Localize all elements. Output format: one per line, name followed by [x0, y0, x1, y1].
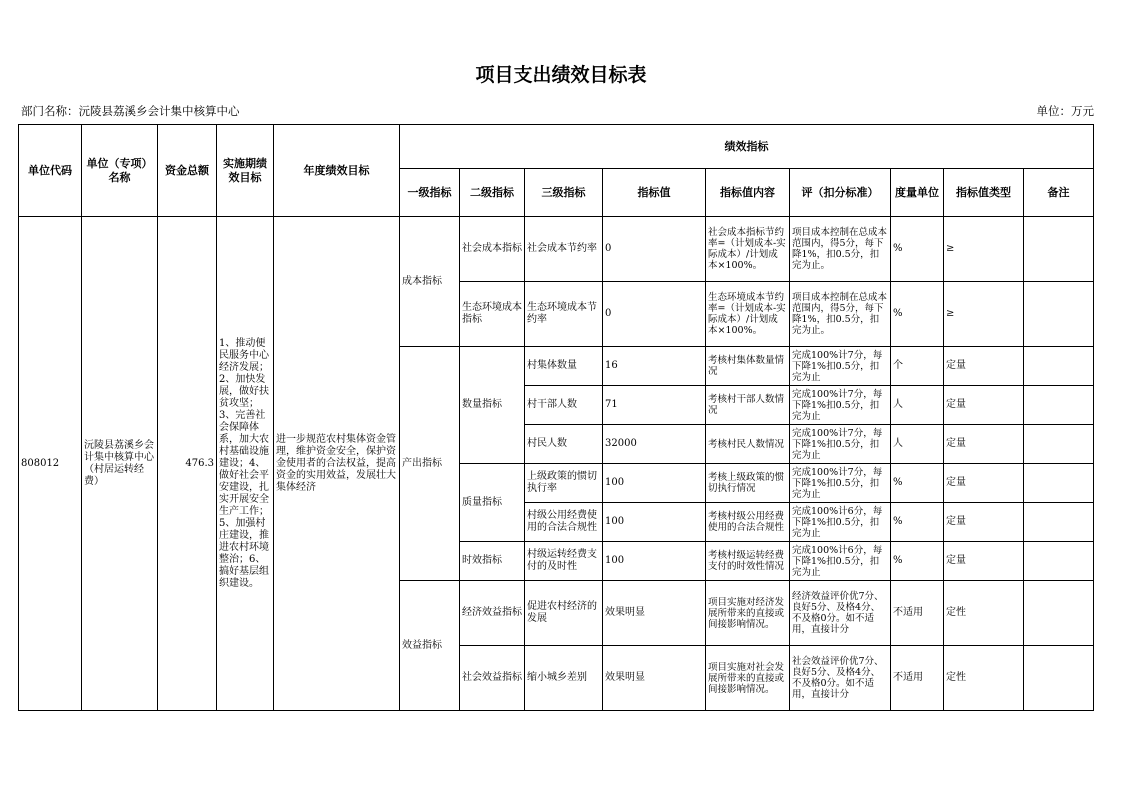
header-total-funds: 资金总额	[158, 125, 217, 217]
level3-cell: 村民人数	[525, 425, 603, 464]
scoring-cell: 完成100%计7分，每下降1%扣0.5分，扣完为止	[790, 425, 891, 464]
remark-cell	[1024, 347, 1094, 386]
value-cell: 71	[603, 386, 706, 425]
level1-cost: 成本指标	[400, 217, 460, 347]
remark-cell	[1024, 217, 1094, 282]
scoring-cell: 完成100%计6分，每下降1%扣0.5分，扣完为止	[790, 542, 891, 581]
scoring-cell: 完成100%计7分，每下降1%扣0.5分，扣完为止	[790, 386, 891, 425]
remark-cell	[1024, 282, 1094, 347]
level3-cell: 村干部人数	[525, 386, 603, 425]
header-unit-code: 单位代码	[19, 125, 82, 217]
annual-goal-cell: 进一步规范农村集体资金管理，维护资金安全，保护资金使用者的合法权益，提高资金的实用效益，发展壮大集体经济	[274, 217, 400, 711]
remark-cell	[1024, 386, 1094, 425]
header-remark: 备注	[1024, 169, 1094, 217]
performance-target-table	[18, 124, 1094, 711]
header-level1: 一级指标	[400, 169, 460, 217]
header-measure-unit: 度量单位	[891, 169, 944, 217]
department-label: 部门名称：沅陵县荔溪乡会计集中核算中心	[21, 104, 240, 118]
unit-code-cell: 808012	[19, 217, 82, 711]
unit-name-cell: 沅陵县荔溪乡会计集中核算中心（村居运转经费）	[82, 217, 158, 711]
remark-cell	[1024, 464, 1094, 503]
remark-cell	[1024, 581, 1094, 646]
value-cell: 0	[603, 217, 706, 282]
value-type-cell: 定量	[944, 386, 1024, 425]
measure-unit-cell: %	[891, 542, 944, 581]
header-annual-goal: 年度绩效目标	[274, 125, 400, 217]
value-cell: 效果明显	[603, 646, 706, 711]
level3-cell: 上级政策的惯切执行率	[525, 464, 603, 503]
value-cell: 0	[603, 282, 706, 347]
measure-unit-cell: %	[891, 464, 944, 503]
value-cell: 100	[603, 542, 706, 581]
measure-unit-cell: 个	[891, 347, 944, 386]
header-unit-name: 单位（专项）名称	[82, 125, 158, 217]
header-period-goal: 实施期绩效目标	[217, 125, 274, 217]
level1-output: 产出指标	[400, 347, 460, 581]
level3-cell: 缩小城乡差别	[525, 646, 603, 711]
value-type-cell: 定量	[944, 464, 1024, 503]
header-perf-indicators: 绩效指标	[400, 125, 1094, 169]
header-level3: 三级指标	[525, 169, 603, 217]
scoring-cell: 完成100%计6分，每下降1%扣0.5分，扣完为止	[790, 503, 891, 542]
measure-unit-cell: %	[891, 217, 944, 282]
period-goal-cell: 1、推动便民服务中心经济发展；2、加快发展，做好扶贫攻坚；3、完善社会保障体系，加大农村基础设施建设；4、做好社会平安建设，扎实开展安全生产工作；5、加强村庄建设，推进农村环境整治；6、搞好基层组织建设。	[217, 217, 274, 711]
measure-unit-cell: %	[891, 503, 944, 542]
level3-cell: 社会成本节约率	[525, 217, 603, 282]
header-value-content: 指标值内容	[706, 169, 790, 217]
level2-cell: 社会效益指标	[460, 646, 525, 711]
level2-cell: 时效指标	[460, 542, 525, 581]
value-content-cell: 项目实施对社会发展所带来的直接或间接影响情况。	[706, 646, 790, 711]
value-content-cell: 考核村级公用经费使用的合法合规性	[706, 503, 790, 542]
scoring-cell: 完成100%计7分，每下降1%扣0.5分，扣完为止	[790, 347, 891, 386]
level2-quantity: 数量指标	[460, 347, 525, 464]
value-content-cell: 考核村级运转经费支付的时效性情况	[706, 542, 790, 581]
value-type-cell: 定性	[944, 646, 1024, 711]
value-type-cell: 定量	[944, 347, 1024, 386]
level3-cell: 生态环境成本节约率	[525, 282, 603, 347]
level2-cell: 社会成本指标	[460, 217, 525, 282]
page-title: 项目支出绩效目标表	[475, 64, 647, 86]
value-content-cell: 考核村干部人数情况	[706, 386, 790, 425]
value-type-cell: ≥	[944, 217, 1024, 282]
header-level2: 二级指标	[460, 169, 525, 217]
measure-unit-cell: 人	[891, 386, 944, 425]
scoring-cell: 完成100%计7分，每下降1%扣0.5分，扣完为止	[790, 464, 891, 503]
value-cell: 100	[603, 503, 706, 542]
measure-unit-cell: %	[891, 282, 944, 347]
measure-unit-cell: 不适用	[891, 646, 944, 711]
value-type-cell: 定性	[944, 581, 1024, 646]
level1-benefit: 效益指标	[400, 581, 460, 711]
level3-cell: 村级公用经费使用的合法合规性	[525, 503, 603, 542]
value-content-cell: 考核上级政策的惯切执行情况	[706, 464, 790, 503]
header-scoring: 评（扣分标准）	[790, 169, 891, 217]
value-cell: 32000	[603, 425, 706, 464]
header-value-type: 指标值类型	[944, 169, 1024, 217]
value-type-cell: 定量	[944, 542, 1024, 581]
measure-unit-cell: 人	[891, 425, 944, 464]
remark-cell	[1024, 425, 1094, 464]
remark-cell	[1024, 503, 1094, 542]
value-type-cell: ≥	[944, 282, 1024, 347]
value-content-cell: 考核村民人数情况	[706, 425, 790, 464]
value-content-cell: 生态环境成本节约率=（计划成本-实际成本）/计划成本×100%。	[706, 282, 790, 347]
value-content-cell: 社会成本指标节约率=（计划成本-实际成本）/计划成本×100%。	[706, 217, 790, 282]
remark-cell	[1024, 542, 1094, 581]
level2-quality: 质量指标	[460, 464, 525, 542]
remark-cell	[1024, 646, 1094, 711]
scoring-cell: 项目成本控制在总成本范围内，得5分，每下降1%，扣0.5分，扣完为止。	[790, 282, 891, 347]
value-cell: 16	[603, 347, 706, 386]
header-value: 指标值	[603, 169, 706, 217]
value-cell: 效果明显	[603, 581, 706, 646]
level3-cell: 促进农村经济的发展	[525, 581, 603, 646]
level3-cell: 村集体数量	[525, 347, 603, 386]
level3-cell: 村级运转经费支付的及时性	[525, 542, 603, 581]
level2-cell: 经济效益指标	[460, 581, 525, 646]
scoring-cell: 经济效益评价优7分、良好5分、及格4分、不及格0分。如不适用，直接计分	[790, 581, 891, 646]
measure-unit-cell: 不适用	[891, 581, 944, 646]
level2-cell: 生态环境成本指标	[460, 282, 525, 347]
scoring-cell: 社会效益评价优7分、良好5分、及格4分、不及格0分。如不适用，直接计分	[790, 646, 891, 711]
scoring-cell: 项目成本控制在总成本范围内，得5分，每下降1%，扣0.5分，扣完为止。	[790, 217, 891, 282]
currency-unit-label: 单位：万元	[1036, 104, 1094, 118]
value-type-cell: 定量	[944, 425, 1024, 464]
value-cell: 100	[603, 464, 706, 503]
value-content-cell: 项目实施对经济发展所带来的直接或间接影响情况。	[706, 581, 790, 646]
value-type-cell: 定量	[944, 503, 1024, 542]
value-content-cell: 考核村集体数量情况	[706, 347, 790, 386]
total-funds-cell: 476.3	[158, 217, 217, 711]
table-row	[19, 217, 1094, 282]
